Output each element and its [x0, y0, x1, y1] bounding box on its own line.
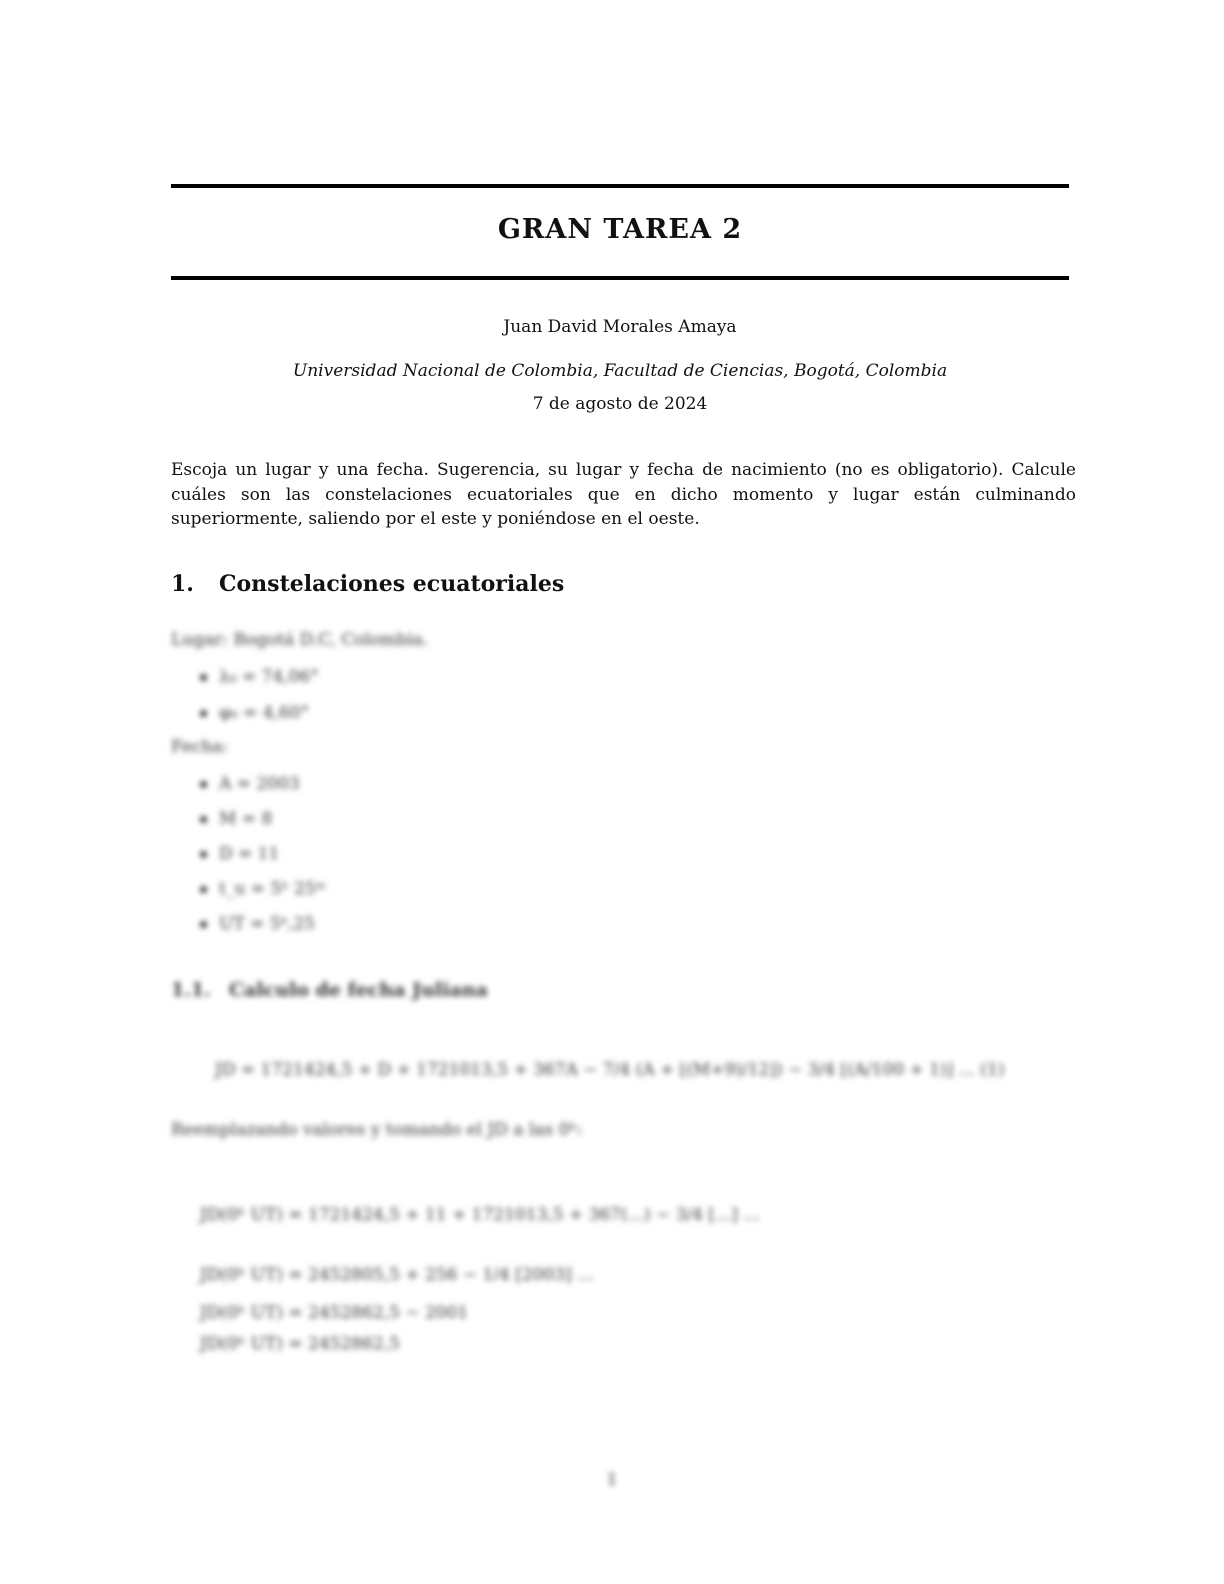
title-rule-top: [171, 184, 1069, 188]
list-item-text: D = 11: [219, 844, 280, 864]
equation-main: JD = 1721424,5 + D + 1721013,5 + 367A − 7/4 (A + ⌊(M+9)/12⌋) − 3/4 ⌊(A/100 + 1)⌋ ... (1): [215, 1060, 1005, 1080]
affiliation: Universidad Nacional de Colombia, Facultad de Ciencias, Bogotá, Colombia: [292, 361, 948, 381]
list-item-text: φ₀ = 4,60°: [219, 703, 310, 723]
list-item-text: λ₀ = 74,06°: [219, 667, 319, 687]
bullet-icon: [200, 710, 207, 717]
author: Juan David Morales Amaya: [503, 317, 737, 337]
list-item: [200, 774, 300, 794]
bullet-icon: [200, 921, 207, 928]
list-item: [200, 809, 272, 829]
equation-line: JD(0ʰ UT) = 2452862,5 − 2001: [200, 1303, 469, 1323]
bullet-icon: [200, 886, 207, 893]
list-item-text: t_u = 5ʰ 25ᵐ: [219, 879, 326, 899]
date-label: Fecha:: [171, 737, 229, 757]
bullet-icon: [200, 816, 207, 823]
equation-line: JD(0ʰ UT) = 1721424,5 + 11 + 1721013,5 + 367(...) − 3/4 [...] ...: [200, 1205, 760, 1225]
section-number: 1.: [171, 571, 194, 597]
equation-line: JD(0ʰ UT) = 2452862,5: [200, 1334, 400, 1354]
equation-line: JD(0ʰ UT) = 2452805,5 + 256 − 1/4 [2003] ...: [200, 1265, 594, 1285]
page-number: 1: [606, 1470, 618, 1490]
list-item: [200, 844, 279, 864]
date: 7 de agosto de 2024: [532, 394, 708, 414]
abstract-paragraph: Escoja un lugar y una fecha. Sugerencia, su lugar y fecha de nacimiento (no es obligatorio). Calcule cuáles son las constelaciones ecuatoriales que en dicho momento y lugar están culminando superiormente, saliendo por el este y poniéndose en el oeste.: [171, 460, 1076, 529]
list-item: [200, 879, 326, 899]
list-item: [200, 914, 315, 934]
replace-text: Reemplazando valores y tomando el JD a las 0ʰ:: [171, 1120, 583, 1140]
bullet-icon: [200, 674, 207, 681]
bullet-icon: [200, 781, 207, 788]
list-item-text: A = 2003: [219, 774, 300, 794]
list-item: [200, 667, 319, 687]
list-item-text: M = 8: [219, 809, 273, 829]
list-item-text: UT = 5ʰ,25: [219, 914, 315, 934]
document-title: GRAN TAREA 2: [497, 214, 743, 245]
subsection-title: Calculo de fecha Juliana: [229, 979, 488, 1001]
section-title: Constelaciones ecuatoriales: [219, 571, 565, 597]
subsection-number: 1.1.: [171, 979, 211, 1001]
bullet-icon: [200, 851, 207, 858]
place-label: Lugar: Bogotá D.C, Colombia.: [171, 630, 429, 650]
title-rule-bottom: [171, 276, 1069, 280]
subsection-heading: [171, 979, 488, 1001]
list-item: [200, 703, 309, 723]
section-heading: [171, 571, 564, 597]
